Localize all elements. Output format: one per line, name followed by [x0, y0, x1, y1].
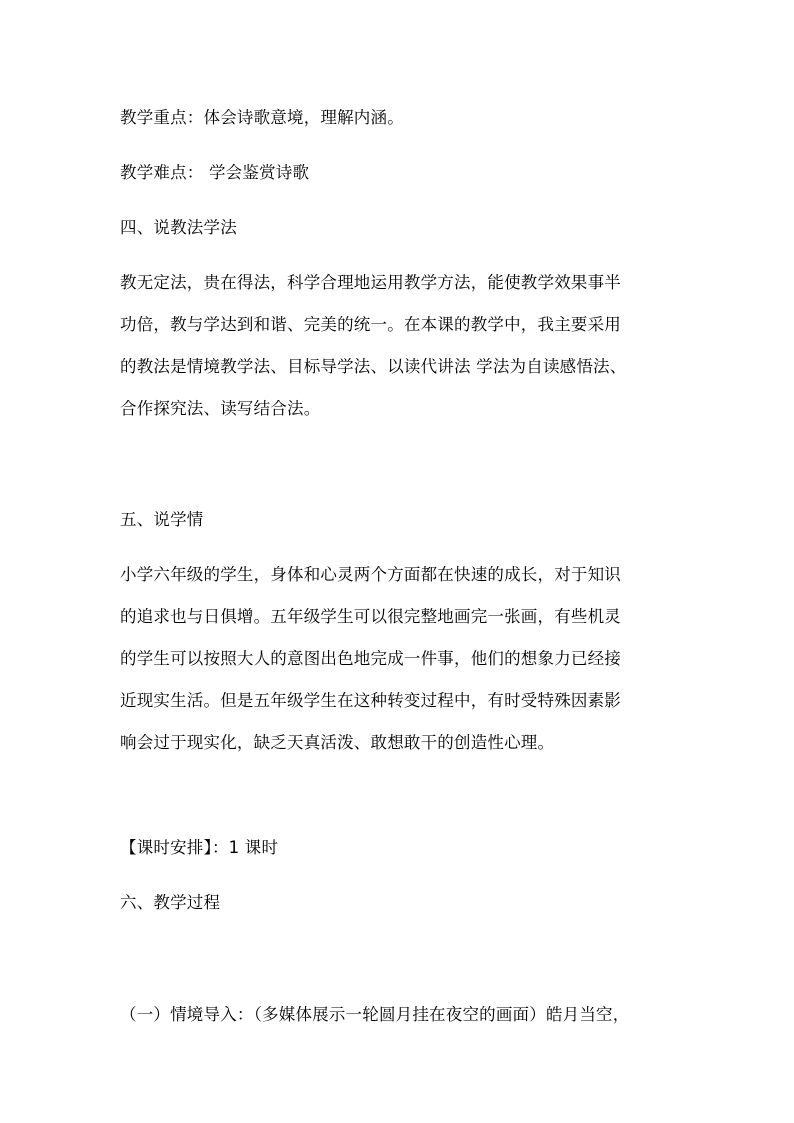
- section-5-paragraph-line-2: 的追求也与日俱增。五年级学生可以很完整地画完一张画，有些机灵: [120, 607, 621, 626]
- section-4-heading: 四、说教法学法: [120, 218, 237, 237]
- section-5-paragraph-line-3: 的学生可以按照大人的意图出色地完成一件事，他们的想象力已经接: [120, 649, 621, 668]
- section-5-paragraph-line-4: 近现实生活。但是五年级学生在这种转变过程中，有时受特殊因素影: [120, 691, 621, 710]
- key-point-line: 教学重点：体会诗歌意境，理解内涵。: [120, 108, 404, 127]
- difficult-point-line: 教学难点： 学会鉴赏诗歌: [120, 163, 310, 182]
- section-5-paragraph-line-5: 响会过于现实化，缺乏天真活泼、敢想敢干的创造性心理。: [120, 733, 555, 752]
- section-6-intro-line: （一）情境导入：（多媒体展示一轮圆月挂在夜空的画面）皓月当空，: [120, 1005, 630, 1024]
- section-6-heading: 六、教学过程: [120, 893, 221, 912]
- section-4-paragraph-line-1: 教无定法，贵在得法，科学合理地运用教学方法，能使教学效果事半: [120, 273, 621, 292]
- class-schedule-line: 【课时安排】：1 课时: [120, 838, 279, 857]
- section-5-paragraph-line-1: 小学六年级的学生，身体和心灵两个方面都在快速的成长，对于知识: [120, 565, 621, 584]
- section-4-paragraph-line-2: 功倍，教与学达到和谐、完美的统一。在本课的教学中，我主要采用: [120, 315, 621, 334]
- section-5-heading: 五、说学情: [120, 510, 204, 529]
- section-4-paragraph-line-3: 的教法是情境教学法、目标导学法、以读代讲法 学法为自读感悟法、: [120, 357, 627, 376]
- section-4-paragraph-line-4: 合作探究法、读写结合法。: [120, 399, 321, 418]
